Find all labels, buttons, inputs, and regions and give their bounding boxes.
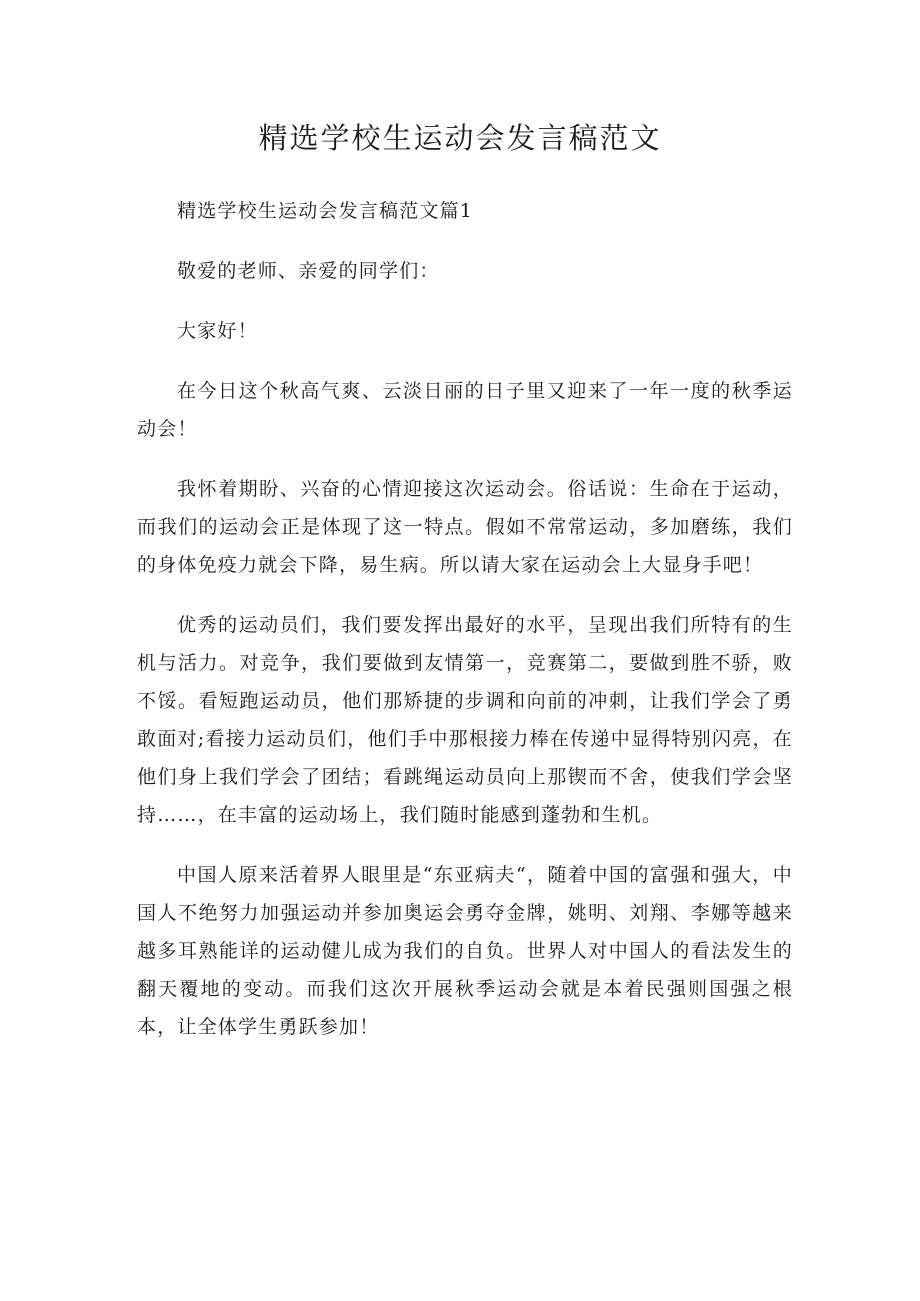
document-title: 精选学校生运动会发言稿范文 <box>258 121 662 155</box>
greeting: 大家好！ <box>177 320 258 342</box>
salutation: 敬爱的老师、亲爱的同学们： <box>177 260 440 282</box>
body-paragraph: 在今日这个秋高气爽、云淡日丽的日子里又迎来了一年一度的秋季运动会！ <box>137 380 793 440</box>
section-heading: 精选学校生运动会发言稿范文篇1 <box>177 200 474 222</box>
body-paragraph: 中国人原来活着界人眼里是“东亚病夫“，随着中国的富强和强大，中国人不绝努力加强运动并参加奥运会勇夺金牌，姚明、刘翔、李娜等越来越多耳熟能详的运动健儿成为我们的自负。世界人对中国人的看法发生的翻天覆地的变动。而我们这次开展秋季运动会就是本着民强则国强之根本，让全体学生勇跃参加！ <box>137 864 793 1038</box>
body-paragraph: 我怀着期盼、兴奋的心情迎接这次运动会。俗话说：生命在于运动，而我们的运动会正是体现了这一特点。假如不常常运动，多加磨练，我们的身体免疫力就会下降，易生病。所以请大家在运动会上大显身手吧！ <box>137 478 793 576</box>
body-paragraph: 优秀的运动员们，我们要发挥出最好的水平，呈现出我们所特有的生机与活力。对竞争，我们要做到友情第一，竞赛第二，要做到胜不骄，败不馁。看短跑运动员，他们那矫捷的步调和向前的冲刺，让我们学会了勇敢面对;看接力运动员们，他们手中那根接力棒在传递中显得特别闪亮，在他们身上我们学会了团结；看跳绳运动员向上那锲而不舍，使我们学会坚持……，在丰富的运动场上，我们随时能感到蓬勃和生机。 <box>137 614 793 826</box>
document-body <box>137 192 793 1068</box>
